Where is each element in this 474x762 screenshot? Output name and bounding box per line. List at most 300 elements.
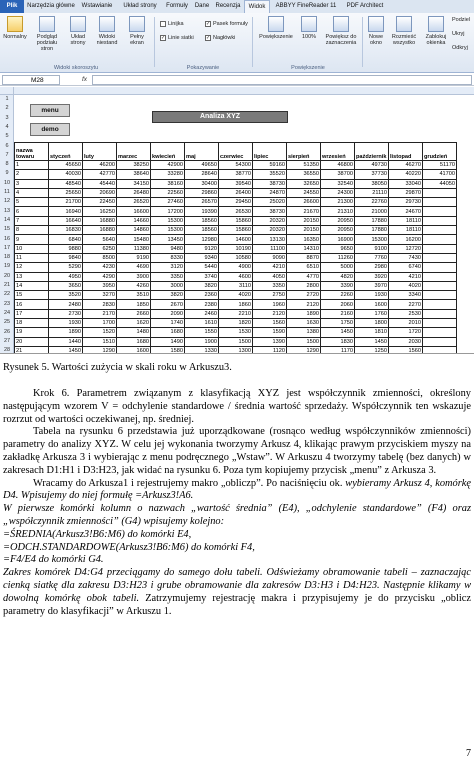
- value-cell[interactable]: 20950: [321, 226, 355, 235]
- value-cell[interactable]: 26600: [287, 198, 321, 207]
- value-cell[interactable]: 16600: [117, 207, 151, 216]
- value-cell[interactable]: 6840: [49, 235, 83, 244]
- value-cell[interactable]: 9480: [151, 244, 185, 253]
- value-cell[interactable]: 4900: [219, 263, 253, 272]
- row-number[interactable]: 10: [3, 179, 11, 186]
- value-cell[interactable]: 5290: [49, 263, 83, 272]
- value-cell[interactable]: 32650: [287, 179, 321, 188]
- product-number-cell[interactable]: 5: [15, 198, 49, 207]
- value-cell[interactable]: 40030: [49, 170, 83, 179]
- value-cell[interactable]: 21670: [287, 207, 321, 216]
- value-cell[interactable]: 6250: [83, 244, 117, 253]
- value-cell[interactable]: 16900: [321, 235, 355, 244]
- value-cell[interactable]: 1960: [253, 300, 287, 309]
- value-cell[interactable]: 1680: [151, 328, 185, 337]
- value-cell[interactable]: 9650: [321, 244, 355, 253]
- value-cell[interactable]: 1380: [287, 328, 321, 337]
- value-cell[interactable]: 2750: [253, 291, 287, 300]
- formula-bar-checkbox[interactable]: ✓ Pasek formuły: [206, 21, 248, 27]
- value-cell[interactable]: 14860: [117, 226, 151, 235]
- value-cell[interactable]: 3920: [355, 272, 389, 281]
- value-cell[interactable]: 15300: [151, 226, 185, 235]
- value-cell[interactable]: 22560: [151, 188, 185, 197]
- value-cell[interactable]: 2270: [389, 300, 423, 309]
- value-cell[interactable]: 51170: [423, 161, 457, 170]
- product-number-cell[interactable]: 14: [15, 281, 49, 290]
- value-cell[interactable]: 1530: [219, 328, 253, 337]
- value-cell[interactable]: 44050: [423, 179, 457, 188]
- value-cell[interactable]: 24300: [321, 188, 355, 197]
- value-cell[interactable]: 20150: [287, 226, 321, 235]
- value-cell[interactable]: 29450: [219, 198, 253, 207]
- value-cell[interactable]: 9840: [49, 253, 83, 262]
- value-cell[interactable]: 3510: [117, 291, 151, 300]
- value-cell[interactable]: 2060: [321, 300, 355, 309]
- value-cell[interactable]: 35520: [253, 170, 287, 179]
- value-cell[interactable]: 1590: [253, 328, 287, 337]
- value-cell[interactable]: 15860: [219, 226, 253, 235]
- value-cell[interactable]: 3270: [83, 291, 117, 300]
- value-cell[interactable]: 21700: [49, 198, 83, 207]
- value-cell[interactable]: 12720: [389, 244, 423, 253]
- product-number-cell[interactable]: 17: [15, 309, 49, 318]
- value-cell[interactable]: 33280: [151, 170, 185, 179]
- value-cell[interactable]: [423, 272, 457, 281]
- row-number[interactable]: 15: [3, 226, 11, 233]
- value-cell[interactable]: 1560: [253, 319, 287, 328]
- row-number[interactable]: 20: [3, 272, 11, 279]
- gridlines-checkbox[interactable]: ✓ Linie siatki: [161, 35, 194, 41]
- value-cell[interactable]: 5440: [185, 263, 219, 272]
- page-layout-view-button[interactable]: Układ strony: [66, 16, 90, 46]
- value-cell[interactable]: 1500: [287, 337, 321, 346]
- custom-views-button[interactable]: Widoki niestand: [92, 16, 122, 46]
- value-cell[interactable]: 9190: [117, 253, 151, 262]
- value-cell[interactable]: 21300: [321, 198, 355, 207]
- value-cell[interactable]: 4210: [253, 263, 287, 272]
- value-cell[interactable]: [423, 263, 457, 272]
- value-cell[interactable]: 29730: [389, 198, 423, 207]
- value-cell[interactable]: 1330: [185, 346, 219, 354]
- unhide-button[interactable]: Odkryj: [452, 45, 468, 51]
- value-cell[interactable]: 51350: [287, 161, 321, 170]
- freeze-panes-button[interactable]: Zablokuj okienka: [422, 16, 450, 46]
- value-cell[interactable]: 18560: [185, 216, 219, 225]
- value-cell[interactable]: 1680: [117, 337, 151, 346]
- menu-button[interactable]: menu: [30, 104, 70, 117]
- value-cell[interactable]: 3110: [219, 281, 253, 290]
- value-cell[interactable]: 42770: [83, 170, 117, 179]
- split-button[interactable]: Podziel: [452, 17, 471, 23]
- value-cell[interactable]: 18110: [389, 226, 423, 235]
- tab-data[interactable]: Dane: [194, 3, 210, 9]
- row-number[interactable]: 4: [5, 123, 9, 130]
- value-cell[interactable]: 24670: [389, 207, 423, 216]
- value-cell[interactable]: 2360: [185, 291, 219, 300]
- value-cell[interactable]: 13130: [253, 235, 287, 244]
- value-cell[interactable]: 36550: [287, 170, 321, 179]
- value-cell[interactable]: 38730: [253, 179, 287, 188]
- row-number[interactable]: 5: [5, 133, 9, 140]
- name-box[interactable]: M28: [2, 75, 60, 85]
- fx-icon[interactable]: fx: [82, 76, 88, 83]
- value-cell[interactable]: 38700: [321, 170, 355, 179]
- value-cell[interactable]: 1560: [389, 346, 423, 354]
- product-number-cell[interactable]: 13: [15, 272, 49, 281]
- value-cell[interactable]: 1850: [117, 300, 151, 309]
- row-number[interactable]: 1: [5, 96, 9, 102]
- value-cell[interactable]: 11100: [253, 244, 287, 253]
- value-cell[interactable]: 2170: [83, 309, 117, 318]
- ruler-checkbox[interactable]: Linijka: [160, 21, 184, 27]
- value-cell[interactable]: 34150: [117, 179, 151, 188]
- value-cell[interactable]: 38050: [355, 179, 389, 188]
- value-cell[interactable]: 10190: [219, 244, 253, 253]
- product-number-cell[interactable]: 16: [15, 300, 49, 309]
- value-cell[interactable]: [423, 337, 457, 346]
- value-cell[interactable]: 19390: [185, 207, 219, 216]
- value-cell[interactable]: 9340: [185, 253, 219, 262]
- row-number[interactable]: 25: [3, 319, 11, 326]
- value-cell[interactable]: 1700: [83, 319, 117, 328]
- value-cell[interactable]: 7430: [389, 253, 423, 262]
- row-number[interactable]: 7: [5, 151, 9, 158]
- value-cell[interactable]: 13450: [151, 235, 185, 244]
- row-number[interactable]: 18: [3, 254, 11, 261]
- value-cell[interactable]: 9100: [355, 244, 389, 253]
- value-cell[interactable]: 16830: [49, 226, 83, 235]
- product-number-cell[interactable]: 21: [15, 346, 49, 354]
- select-all-corner[interactable]: [0, 87, 14, 95]
- value-cell[interactable]: 22760: [355, 198, 389, 207]
- value-cell[interactable]: 20690: [83, 188, 117, 197]
- row-number[interactable]: 28: [3, 347, 11, 354]
- value-cell[interactable]: 3820: [151, 291, 185, 300]
- value-cell[interactable]: 1860: [219, 300, 253, 309]
- value-cell[interactable]: 1290: [287, 346, 321, 354]
- value-cell[interactable]: 4690: [117, 263, 151, 272]
- value-cell[interactable]: 4950: [49, 272, 83, 281]
- value-cell[interactable]: 1520: [83, 328, 117, 337]
- product-number-cell[interactable]: 9: [15, 235, 49, 244]
- value-cell[interactable]: 41700: [423, 170, 457, 179]
- value-cell[interactable]: 5640: [83, 235, 117, 244]
- value-cell[interactable]: 2720: [287, 291, 321, 300]
- value-cell[interactable]: [423, 216, 457, 225]
- value-cell[interactable]: 42900: [151, 161, 185, 170]
- value-cell[interactable]: 2730: [49, 309, 83, 318]
- value-cell[interactable]: 1600: [355, 300, 389, 309]
- value-cell[interactable]: 8870: [287, 253, 321, 262]
- row-number[interactable]: 21: [3, 282, 11, 288]
- value-cell[interactable]: 15300: [151, 216, 185, 225]
- value-cell[interactable]: 3350: [151, 272, 185, 281]
- value-cell[interactable]: 2160: [321, 309, 355, 318]
- value-cell[interactable]: 29860: [185, 188, 219, 197]
- value-cell[interactable]: 3950: [83, 281, 117, 290]
- value-cell[interactable]: 1250: [355, 346, 389, 354]
- value-cell[interactable]: 39540: [219, 179, 253, 188]
- value-cell[interactable]: 1580: [151, 346, 185, 354]
- value-cell[interactable]: 2660: [117, 309, 151, 318]
- value-cell[interactable]: [423, 198, 457, 207]
- value-cell[interactable]: 4820: [321, 272, 355, 281]
- value-cell[interactable]: [423, 300, 457, 309]
- value-cell[interactable]: 2260: [321, 291, 355, 300]
- value-cell[interactable]: 1930: [49, 319, 83, 328]
- row-number[interactable]: 19: [3, 263, 11, 270]
- row-number[interactable]: 6: [5, 142, 9, 149]
- tab-page-layout[interactable]: Układ strony: [123, 3, 157, 9]
- value-cell[interactable]: 29870: [389, 188, 423, 197]
- row-number[interactable]: 8: [5, 161, 9, 168]
- value-cell[interactable]: 1820: [219, 319, 253, 328]
- value-cell[interactable]: 54300: [219, 161, 253, 170]
- value-cell[interactable]: 48540: [49, 179, 83, 188]
- value-cell[interactable]: 24550: [287, 188, 321, 197]
- row-number[interactable]: 22: [3, 291, 11, 298]
- value-cell[interactable]: 1750: [321, 319, 355, 328]
- value-cell[interactable]: 1930: [355, 291, 389, 300]
- value-cell[interactable]: 3340: [389, 291, 423, 300]
- value-cell[interactable]: 10580: [219, 253, 253, 262]
- value-cell[interactable]: 15860: [219, 216, 253, 225]
- value-cell[interactable]: 1300: [219, 346, 253, 354]
- value-cell[interactable]: 1740: [151, 319, 185, 328]
- value-cell[interactable]: 1290: [83, 346, 117, 354]
- value-cell[interactable]: 4230: [83, 263, 117, 272]
- value-cell[interactable]: 46270: [389, 161, 423, 170]
- value-cell[interactable]: 18560: [185, 226, 219, 235]
- value-cell[interactable]: 6510: [287, 263, 321, 272]
- value-cell[interactable]: 3390: [321, 281, 355, 290]
- value-cell[interactable]: 4210: [389, 272, 423, 281]
- new-window-button[interactable]: Nowe okno: [366, 16, 386, 46]
- value-cell[interactable]: 27460: [151, 198, 185, 207]
- value-cell[interactable]: 16250: [83, 207, 117, 216]
- value-cell[interactable]: 16640: [49, 216, 83, 225]
- value-cell[interactable]: 18110: [389, 216, 423, 225]
- value-cell[interactable]: 11380: [117, 244, 151, 253]
- value-cell[interactable]: 1810: [355, 328, 389, 337]
- value-cell[interactable]: 12980: [185, 235, 219, 244]
- value-cell[interactable]: 2530: [389, 309, 423, 318]
- value-cell[interactable]: 28640: [185, 170, 219, 179]
- value-cell[interactable]: 22450: [83, 198, 117, 207]
- value-cell[interactable]: 26480: [117, 188, 151, 197]
- value-cell[interactable]: 33040: [389, 179, 423, 188]
- product-number-cell[interactable]: 6: [15, 207, 49, 216]
- value-cell[interactable]: 1620: [117, 319, 151, 328]
- value-cell[interactable]: 8330: [151, 253, 185, 262]
- spreadsheet-grid[interactable]: [0, 87, 474, 354]
- value-cell[interactable]: 2800: [287, 281, 321, 290]
- value-cell[interactable]: 9880: [49, 244, 83, 253]
- row-number[interactable]: 17: [3, 244, 11, 251]
- value-cell[interactable]: 1390: [253, 337, 287, 346]
- value-cell[interactable]: 4770: [287, 272, 321, 281]
- value-cell[interactable]: 20320: [253, 216, 287, 225]
- value-cell[interactable]: 1900: [185, 337, 219, 346]
- value-cell[interactable]: 5000: [321, 263, 355, 272]
- value-cell[interactable]: 59160: [253, 161, 287, 170]
- value-cell[interactable]: 40220: [389, 170, 423, 179]
- product-number-cell[interactable]: 20: [15, 337, 49, 346]
- normal-view-button[interactable]: Normalny: [2, 16, 28, 40]
- zoom-button[interactable]: Powiększenie: [256, 16, 296, 40]
- value-cell[interactable]: 2030: [389, 337, 423, 346]
- value-cell[interactable]: 21310: [321, 207, 355, 216]
- row-number[interactable]: 13: [3, 207, 11, 214]
- value-cell[interactable]: 14660: [117, 216, 151, 225]
- value-cell[interactable]: 2210: [219, 309, 253, 318]
- row-number[interactable]: 9: [5, 170, 9, 177]
- value-cell[interactable]: 38640: [117, 170, 151, 179]
- file-tab[interactable]: Plik: [0, 0, 24, 13]
- value-cell[interactable]: 1550: [185, 328, 219, 337]
- value-cell[interactable]: 1120: [253, 346, 287, 354]
- value-cell[interactable]: 32540: [321, 179, 355, 188]
- value-cell[interactable]: 46200: [83, 161, 117, 170]
- value-cell[interactable]: 49730: [355, 161, 389, 170]
- value-cell[interactable]: 38160: [151, 179, 185, 188]
- product-number-cell[interactable]: 19: [15, 328, 49, 337]
- row-number[interactable]: 14: [3, 216, 11, 223]
- value-cell[interactable]: 2830: [83, 300, 117, 309]
- value-cell[interactable]: 17880: [355, 226, 389, 235]
- value-cell[interactable]: 3520: [49, 291, 83, 300]
- full-screen-button[interactable]: Pełny ekran: [124, 16, 150, 46]
- value-cell[interactable]: 3350: [253, 281, 287, 290]
- product-number-cell[interactable]: 18: [15, 319, 49, 328]
- value-cell[interactable]: 2670: [151, 300, 185, 309]
- value-cell[interactable]: 20150: [287, 216, 321, 225]
- value-cell[interactable]: 16350: [287, 235, 321, 244]
- zoom-to-selection-button[interactable]: Powiększ do zaznaczenia: [322, 16, 360, 46]
- value-cell[interactable]: 2460: [185, 309, 219, 318]
- product-number-cell[interactable]: 8: [15, 226, 49, 235]
- value-cell[interactable]: 30400: [185, 179, 219, 188]
- arrange-all-button[interactable]: Rozmieść wszystko: [388, 16, 420, 46]
- value-cell[interactable]: 1890: [287, 309, 321, 318]
- value-cell[interactable]: 3900: [117, 272, 151, 281]
- value-cell[interactable]: 1480: [117, 328, 151, 337]
- value-cell[interactable]: 14600: [219, 235, 253, 244]
- row-number[interactable]: 12: [3, 198, 11, 205]
- value-cell[interactable]: 1510: [83, 337, 117, 346]
- value-cell[interactable]: [423, 207, 457, 216]
- value-cell[interactable]: 25020: [253, 198, 287, 207]
- value-cell[interactable]: 2090: [151, 309, 185, 318]
- value-cell[interactable]: 4600: [219, 272, 253, 281]
- value-cell[interactable]: 3740: [185, 272, 219, 281]
- value-cell[interactable]: 1630: [287, 319, 321, 328]
- value-cell[interactable]: 1800: [355, 319, 389, 328]
- value-cell[interactable]: 16200: [389, 235, 423, 244]
- value-cell[interactable]: 1760: [355, 309, 389, 318]
- product-number-cell[interactable]: 7: [15, 216, 49, 225]
- value-cell[interactable]: 1830: [321, 337, 355, 346]
- product-number-cell[interactable]: 11: [15, 253, 49, 262]
- value-cell[interactable]: 38730: [253, 207, 287, 216]
- demo-button[interactable]: demo: [30, 123, 70, 136]
- product-number-cell[interactable]: 2: [15, 170, 49, 179]
- row-number[interactable]: 26: [3, 328, 11, 335]
- row-number[interactable]: 27: [3, 337, 11, 344]
- value-cell[interactable]: 15300: [355, 235, 389, 244]
- value-cell[interactable]: 4290: [83, 272, 117, 281]
- value-cell[interactable]: 9090: [253, 253, 287, 262]
- value-cell[interactable]: 14310: [287, 244, 321, 253]
- tab-insert[interactable]: Wstawianie: [81, 3, 113, 9]
- value-cell[interactable]: 26530: [219, 207, 253, 216]
- value-cell[interactable]: 2480: [49, 300, 83, 309]
- value-cell[interactable]: 1450: [49, 346, 83, 354]
- value-cell[interactable]: 4020: [219, 291, 253, 300]
- value-cell[interactable]: 1600: [117, 346, 151, 354]
- product-number-cell[interactable]: 15: [15, 291, 49, 300]
- value-cell[interactable]: 3650: [49, 281, 83, 290]
- value-cell[interactable]: 38770: [219, 170, 253, 179]
- value-cell[interactable]: 16940: [49, 207, 83, 216]
- value-cell[interactable]: 2010: [389, 319, 423, 328]
- value-cell[interactable]: [423, 226, 457, 235]
- product-number-cell[interactable]: 1: [15, 161, 49, 170]
- row-number[interactable]: 11: [4, 189, 10, 195]
- value-cell[interactable]: 2380: [185, 300, 219, 309]
- value-cell[interactable]: 15480: [117, 235, 151, 244]
- product-number-cell[interactable]: 10: [15, 244, 49, 253]
- zoom-100-button[interactable]: 100%: [298, 16, 320, 40]
- product-number-cell[interactable]: 3: [15, 179, 49, 188]
- value-cell[interactable]: [423, 346, 457, 354]
- value-cell[interactable]: 1720: [389, 328, 423, 337]
- value-cell[interactable]: 26570: [185, 198, 219, 207]
- tab-view[interactable]: Widok: [244, 0, 270, 13]
- value-cell[interactable]: 17880: [355, 216, 389, 225]
- value-cell[interactable]: [423, 281, 457, 290]
- value-cell[interactable]: 24870: [253, 188, 287, 197]
- value-cell[interactable]: 3820: [185, 281, 219, 290]
- row-number[interactable]: 24: [3, 309, 11, 316]
- value-cell[interactable]: 2980: [355, 263, 389, 272]
- value-cell[interactable]: 21000: [355, 207, 389, 216]
- value-cell[interactable]: 11260: [321, 253, 355, 262]
- value-cell[interactable]: 4050: [253, 272, 287, 281]
- page-break-preview-button[interactable]: Podgląd podziału stron: [30, 16, 64, 52]
- value-cell[interactable]: 38250: [117, 161, 151, 170]
- value-cell[interactable]: 2120: [253, 309, 287, 318]
- value-cell[interactable]: 7760: [355, 253, 389, 262]
- value-cell[interactable]: 4020: [389, 281, 423, 290]
- value-cell[interactable]: 6740: [389, 263, 423, 272]
- value-cell[interactable]: 4260: [117, 281, 151, 290]
- value-cell[interactable]: 1440: [49, 337, 83, 346]
- formula-input[interactable]: [92, 75, 472, 85]
- value-cell[interactable]: 1170: [321, 346, 355, 354]
- value-cell[interactable]: 1890: [49, 328, 83, 337]
- value-cell[interactable]: 1450: [321, 328, 355, 337]
- value-cell[interactable]: 45440: [83, 179, 117, 188]
- row-headers[interactable]: [0, 95, 14, 354]
- tab-review[interactable]: Recenzja: [215, 3, 241, 9]
- value-cell[interactable]: 2120: [287, 300, 321, 309]
- value-cell[interactable]: 3120: [151, 263, 185, 272]
- row-number[interactable]: 2: [5, 105, 9, 112]
- value-cell[interactable]: 9120: [185, 244, 219, 253]
- column-headers[interactable]: [14, 87, 474, 95]
- value-cell[interactable]: [423, 244, 457, 253]
